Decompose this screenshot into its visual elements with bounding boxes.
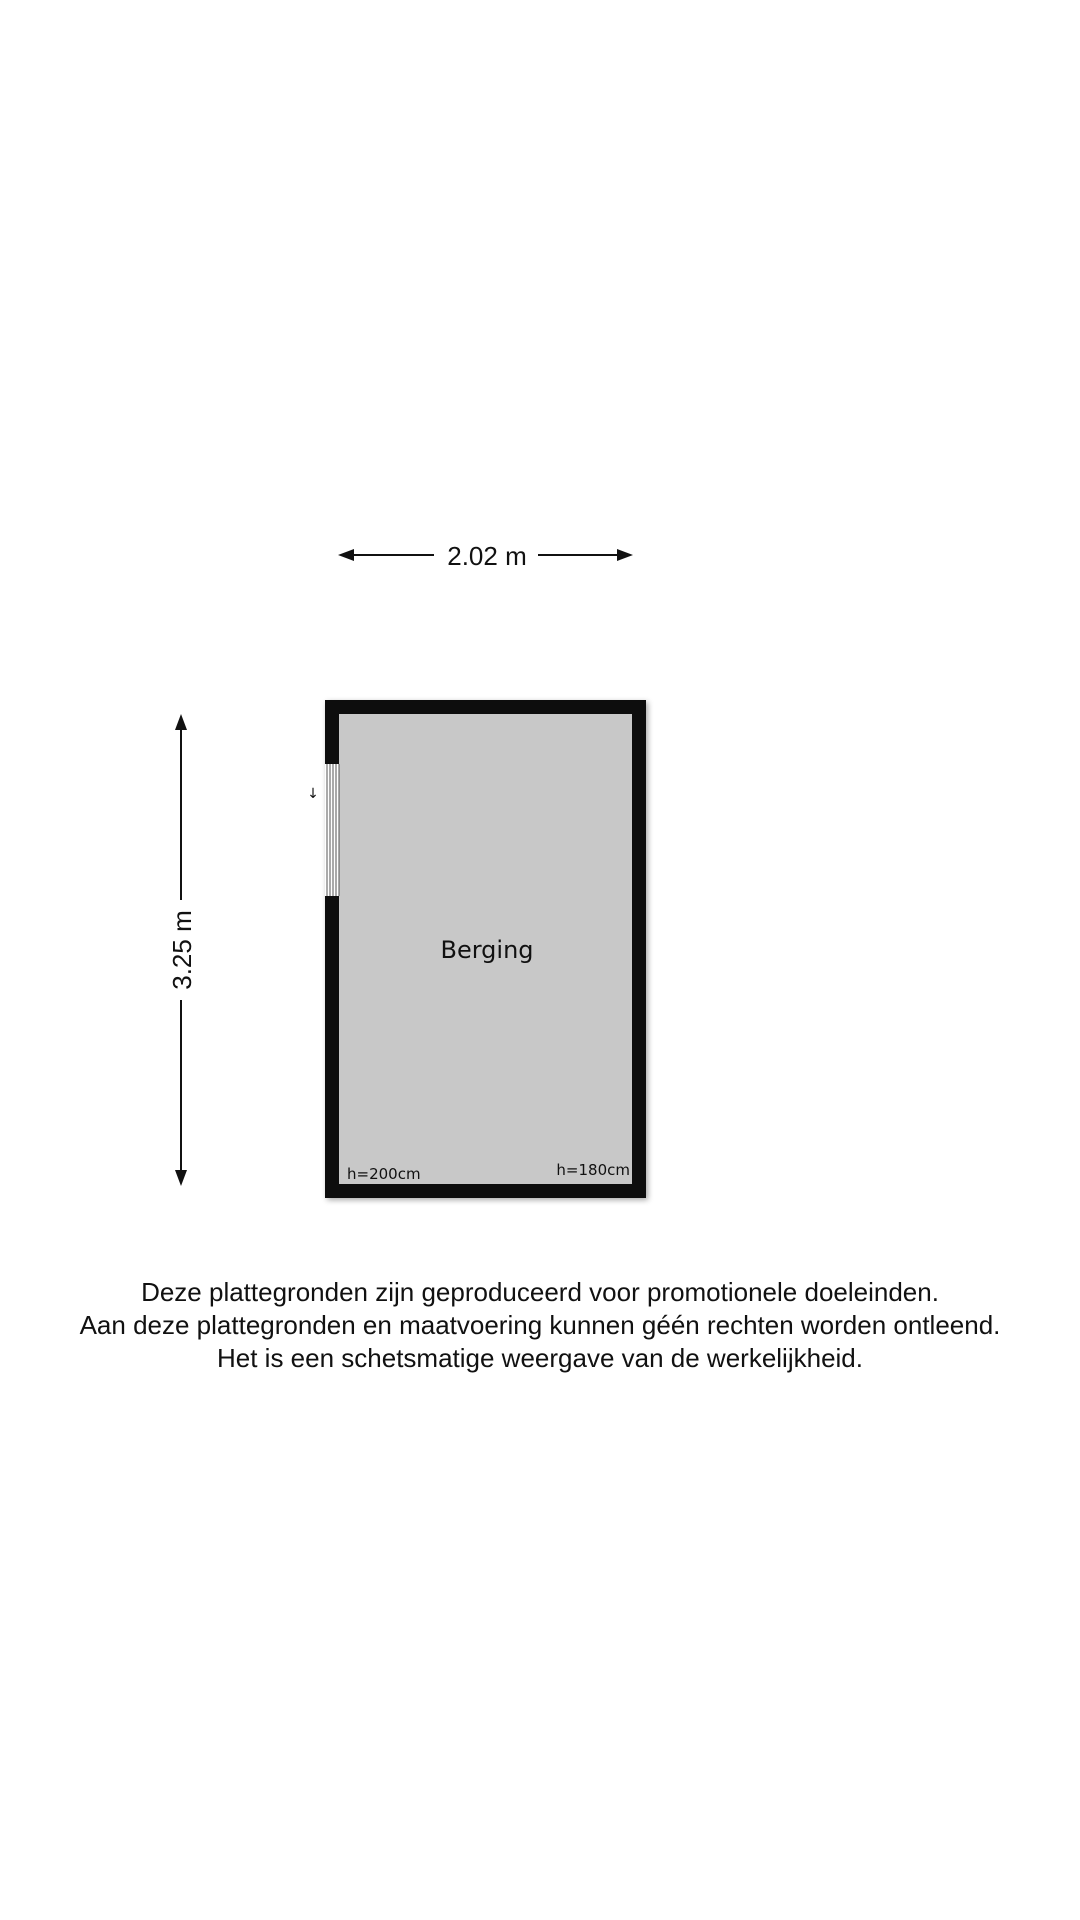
disclaimer-line: Het is een schetsmatige weergave van de werkelijkheid. — [216, 1343, 863, 1373]
door-opening — [307, 764, 339, 896]
disclaimer — [0, 1276, 1080, 1375]
width-dimension — [338, 541, 633, 571]
width-arrow-left-icon — [338, 549, 354, 561]
ceiling-height-right-label: h=180cm — [556, 1161, 630, 1179]
depth-arrow-top-icon — [175, 714, 187, 730]
width-dimension-label: 2.02 m — [447, 541, 527, 571]
ceiling-height-left-label: h=200cm — [347, 1165, 421, 1183]
width-arrow-right-icon — [617, 549, 633, 561]
disclaimer-line: Deze plattegronden zijn geproduceerd voor promotionele doeleinden. — [141, 1277, 939, 1307]
disclaimer-line: Aan deze plattegronden en maatvoering kunnen géén rechten worden ontleend. — [79, 1310, 1001, 1340]
door-arrow-icon: ↓ — [307, 786, 319, 802]
depth-arrow-bottom-icon — [175, 1170, 187, 1186]
depth-dimension — [167, 714, 197, 1186]
room-name-label: Berging — [440, 936, 534, 964]
depth-dimension-label: 3.25 m — [167, 910, 197, 990]
